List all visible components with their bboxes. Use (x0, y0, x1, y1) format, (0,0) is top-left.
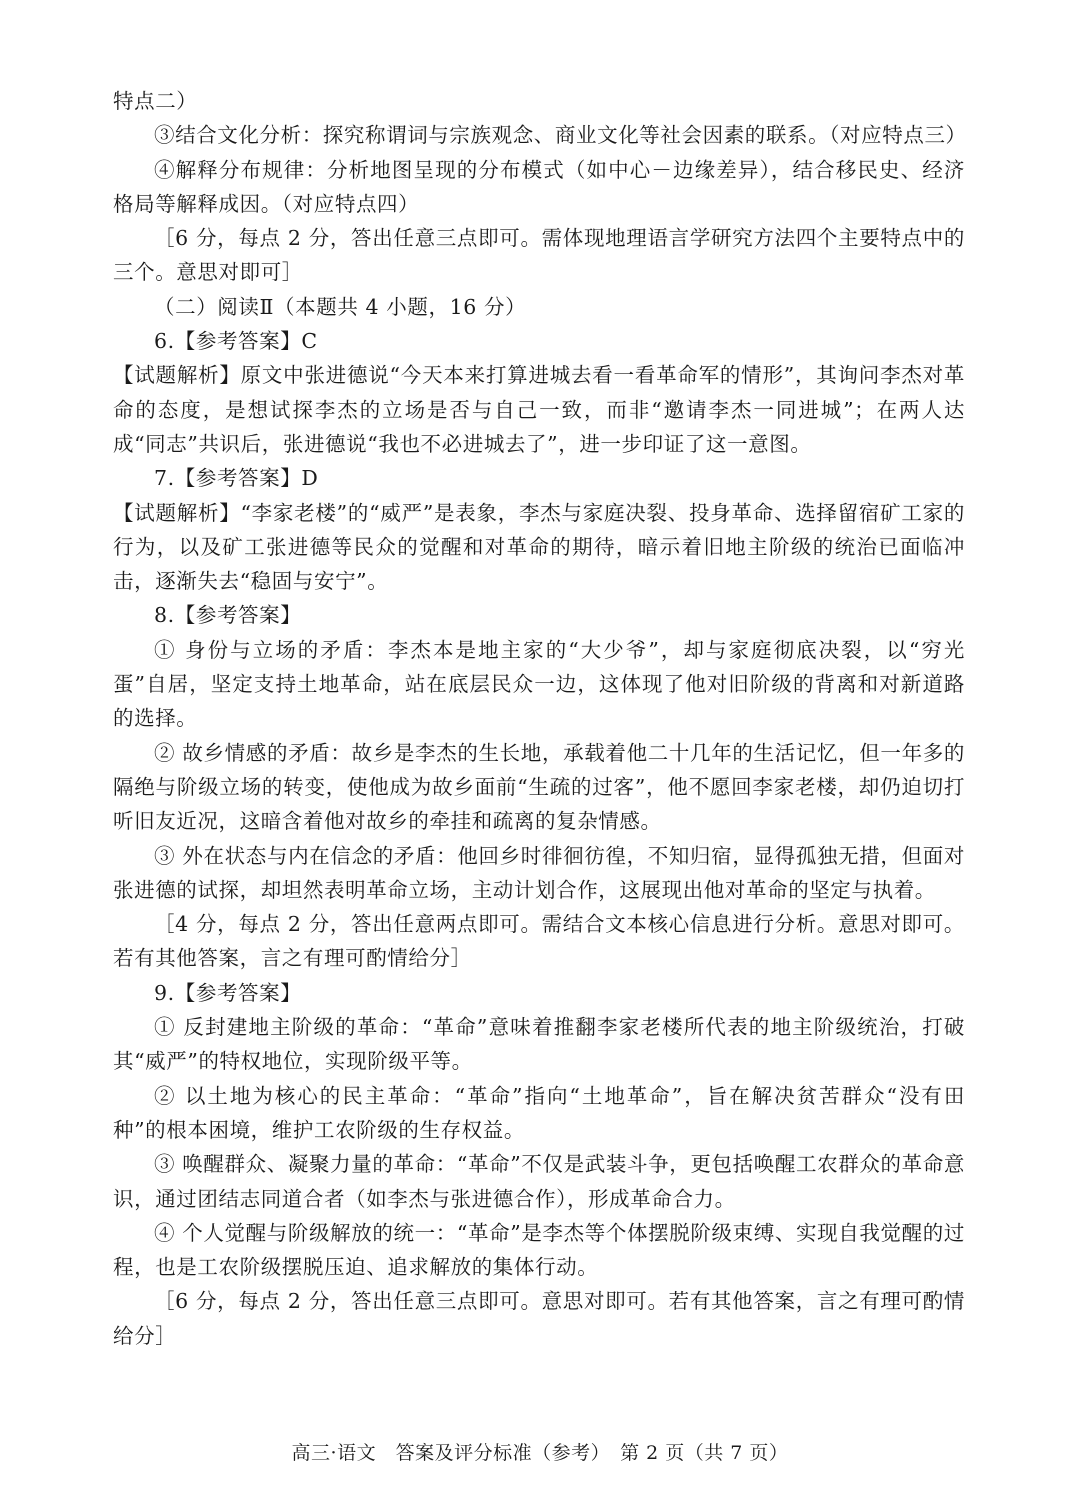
answer-7: 7.【参考答案】D (154, 466, 319, 491)
answer-9-point-3: ③ 唤醒群众、凝聚力量的革命：“革命”不仅是武装斗争，更包括唤醒工农群众的革命意识，通过团结志同道合者（如李杰与张进德合作），形成革命合力。 (113, 1152, 965, 1211)
scoring-note-8: ［4 分，每点 2 分，答出任意两点即可。需结合文本核心信息进行分析。意思对即可。若有其他答案，言之有理可酌情给分］ (113, 912, 965, 971)
answer-9-point-2: ② 以土地为核心的民主革命：“革命”指向“土地革命”，旨在解决贫苦群众“没有田种”的根本困境，维护工农阶级的生存权益。 (113, 1083, 965, 1142)
paragraph: 特点二） (113, 89, 198, 113)
answer-content (113, 84, 965, 1353)
answer-8-point-1: ① 身份与立场的矛盾：李杰本是地主家的“大少爷”，却与家庭彻底决裂，以“穷光蛋”自居，坚定支持土地革命，站在底层民众一边，这体现了他对旧阶级的背离和对新道路的选择。 (113, 637, 965, 731)
page-footer: 高三·语文 答案及评分标准（参考） 第 2 页（共 7 页） (291, 1442, 789, 1464)
section-heading: （二）阅读Ⅱ（本题共 4 小题，16 分） (154, 294, 527, 319)
paragraph: ③结合文化分析：探究称谓词与宗族观念、商业文化等社会因素的联系。（对应特点三） (154, 123, 967, 148)
paragraph: ［6 分，每点 2 分，答出任意三点即可。需体现地理语言学研究方法四个主要特点中的三个。意思对即可］ (113, 226, 965, 285)
answer-9: 9.【参考答案】 (154, 980, 302, 1005)
answer-8: 8.【参考答案】 (154, 603, 302, 628)
scoring-note-9: ［6 分，每点 2 分，答出任意三点即可。意思对即可。若有其他答案，言之有理可酌情给分］ (113, 1289, 965, 1348)
answer-9-point-4: ④ 个人觉醒与阶级解放的统一：“革命”是李杰等个体摆脱阶级束缚、实现自我觉醒的过程，也是工农阶级摆脱压迫、追求解放的集体行动。 (113, 1220, 965, 1280)
analysis-7: 【试题解析】“李家老楼”的“威严”是表象，李杰与家庭决裂、投身革命、选择留宿矿工家的行为，以及矿工张进德等民众的觉醒和对革命的期待，暗示着旧地主阶级的统治已面临冲击，逐渐失去“稳固与安宁”。 (113, 500, 965, 594)
answer-8-point-2: ② 故乡情感的矛盾：故乡是李杰的生长地，承载着他二十几年的生活记忆，但一年多的隔绝与阶级立场的转变，使他成为故乡面前“生疏的过客”，他不愿回李家老楼，却仍迫切打听旧友近况，这暗含着他对故乡的牵挂和疏离的复杂情感。 (113, 740, 965, 834)
analysis-6: 【试题解析】原文中张进德说“今天本来打算进城去看一看革命军的情形”，其询问李杰对革命的态度，是想试探李杰的立场是否与自己一致，而非“邀请李杰一同进城”；在两人达成“同志”共识后，张进德说“我也不必进城去了”，进一步印证了这一意图。 (113, 363, 965, 456)
answer-8-point-3: ③ 外在状态与内在信念的矛盾：他回乡时徘徊彷徨，不知归宿，显得孤独无措，但面对张进德的试探，却坦然表明革命立场，主动计划合作，这展现出他对革命的坚定与执着。 (113, 843, 965, 902)
answer-6: 6.【参考答案】C (154, 329, 318, 354)
answer-9-point-1: ① 反封建地主阶级的革命：“革命”意味着推翻李家老楼所代表的地主阶级统治，打破其“威严”的特权地位，实现阶级平等。 (113, 1015, 965, 1074)
paragraph: ④解释分布规律：分析地图呈现的分布模式（如中心－边缘差异），结合移民史、经济格局等解释成因。（对应特点四） (113, 157, 965, 216)
